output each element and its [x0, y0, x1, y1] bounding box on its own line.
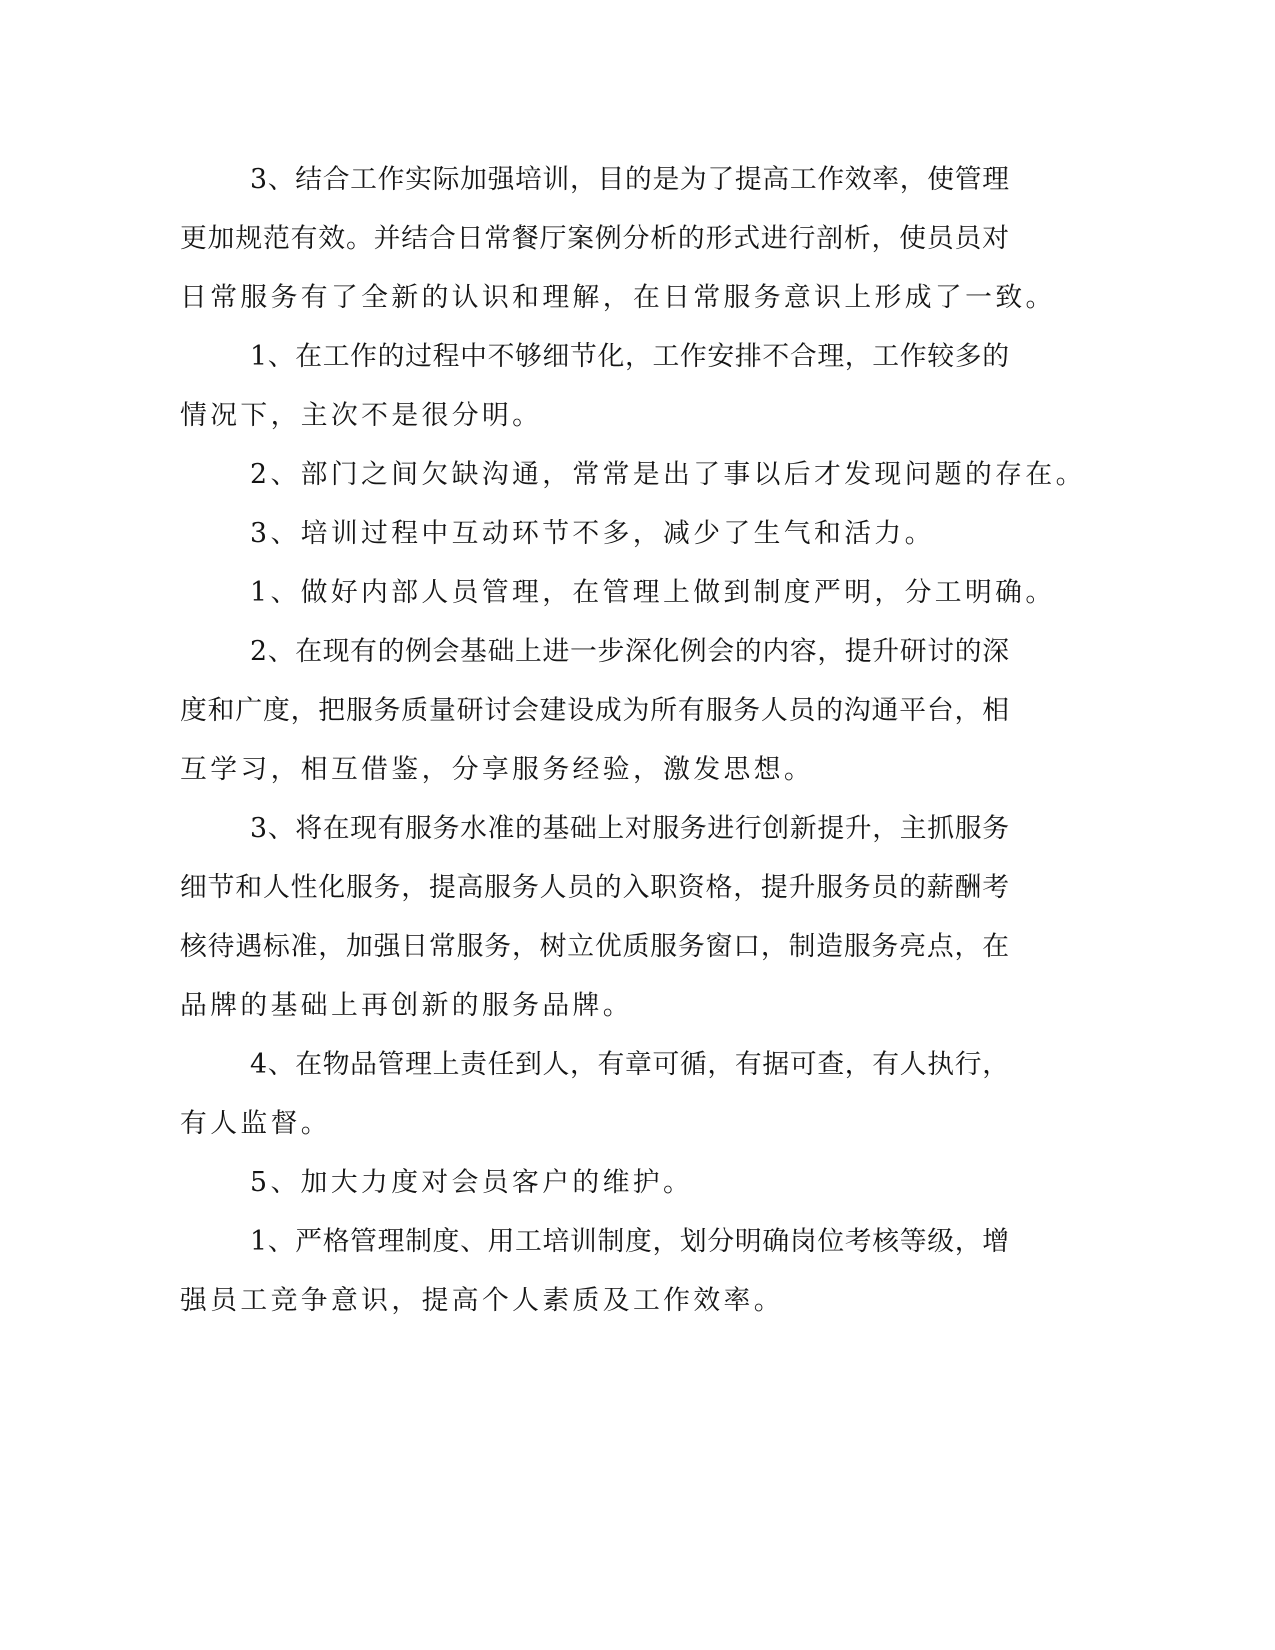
- paragraph-line: 强员工竞争意识，提高个人素质及工作效率。: [180, 1285, 784, 1316]
- paragraph-line: 度和广度，把服务质量研讨会建设成为所有服务人员的沟通平台，相: [180, 695, 1009, 726]
- paragraph-line: 互学习，相互借鉴，分享服务经验，激发思想。: [180, 754, 815, 785]
- paragraph-line: 情况下，主次不是很分明。: [180, 400, 543, 431]
- paragraph-line: 有人监督。: [180, 1108, 331, 1139]
- paragraph-line: 日常服务有了全新的认识和理解，在日常服务意识上形成了一致。: [180, 282, 1056, 313]
- paragraph-line: 1、做好内部人员管理，在管理上做到制度严明，分工明确。: [250, 577, 1056, 608]
- paragraph-line: 3、结合工作实际加强培训，目的是为了提高工作效率，使管理: [250, 164, 1009, 195]
- paragraph-line: 品牌的基础上再创新的服务品牌。: [180, 990, 633, 1021]
- paragraph-line: 2、部门之间欠缺沟通，常常是出了事以后才发现问题的存在。: [250, 459, 1086, 490]
- paragraph-line: 4、在物品管理上责任到人，有章可循，有据可查，有人执行，: [250, 1049, 1009, 1080]
- paragraph-line: 2、在现有的例会基础上进一步深化例会的内容，提升研讨的深: [250, 636, 1009, 667]
- paragraph-line: 细节和人性化服务，提高服务人员的入职资格，提升服务员的薪酬考: [180, 872, 1009, 903]
- paragraph-line: 1、严格管理制度、用工培训制度，划分明确岗位考核等级，增: [250, 1226, 1009, 1257]
- paragraph-line: 3、将在现有服务水准的基础上对服务进行创新提升，主抓服务: [250, 813, 1009, 844]
- paragraph-line: 5、加大力度对会员客户的维护。: [250, 1167, 694, 1198]
- paragraph-line: 1、在工作的过程中不够细节化，工作安排不合理，工作较多的: [250, 341, 1009, 372]
- paragraph-line: 3、培训过程中互动环节不多，减少了生气和活力。: [250, 518, 935, 549]
- paragraph-line: 核待遇标准，加强日常服务，树立优质服务窗口，制造服务亮点，在: [180, 931, 1009, 962]
- paragraph-line: 更加规范有效。并结合日常餐厅案例分析的形式进行剖析，使员员对: [180, 223, 1009, 254]
